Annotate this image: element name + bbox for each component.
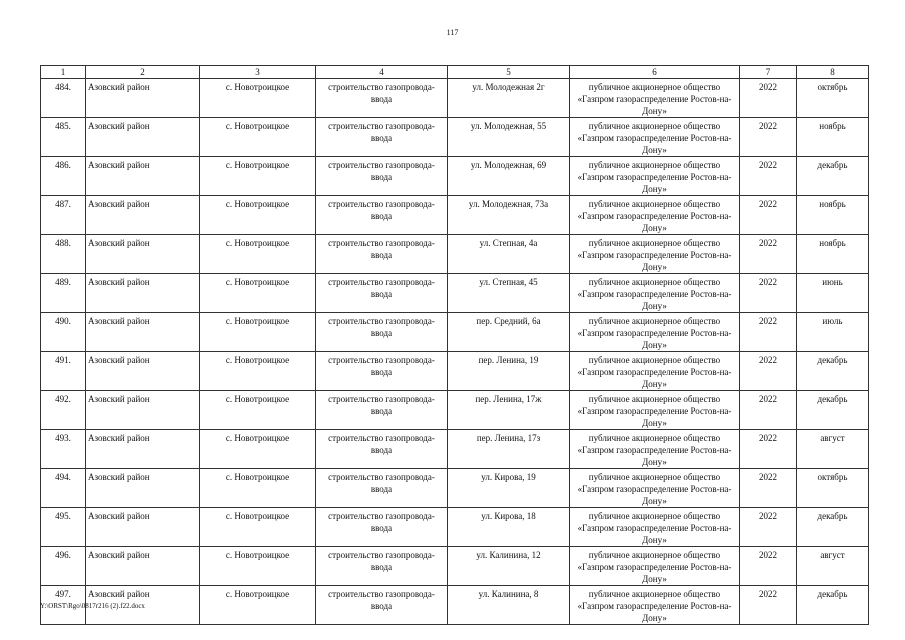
settlement-cell: с. Новотроицкое: [200, 391, 316, 430]
table-row: [41, 79, 869, 118]
settlement-cell: с. Новотроицкое: [200, 547, 316, 586]
year-cell: 2022: [740, 430, 797, 469]
year-cell: 2022: [740, 118, 797, 157]
page-number: 117: [446, 28, 459, 37]
work-type-cell: строительство газопровода-ввода: [316, 274, 448, 313]
row-number-cell: 485.: [41, 118, 86, 157]
table-row: [41, 313, 869, 352]
address-cell: ул. Кирова, 19: [448, 469, 570, 508]
work-type-cell: строительство газопровода-ввода: [316, 118, 448, 157]
year-cell: 2022: [740, 469, 797, 508]
month-cell: ноябрь: [797, 235, 869, 274]
month-cell: ноябрь: [797, 196, 869, 235]
work-type-cell: строительство газопровода-ввода: [316, 586, 448, 625]
district-cell: Азовский район: [86, 430, 200, 469]
settlement-cell: с. Новотроицкое: [200, 235, 316, 274]
work-type-cell: строительство газопровода-ввода: [316, 508, 448, 547]
month-cell: декабрь: [797, 586, 869, 625]
year-cell: 2022: [740, 508, 797, 547]
year-cell: 2022: [740, 352, 797, 391]
district-cell: Азовский район: [86, 274, 200, 313]
address-cell: ул. Калинина, 8: [448, 586, 570, 625]
address-cell: пер. Средний, 6а: [448, 313, 570, 352]
address-cell: ул. Степная, 4а: [448, 235, 570, 274]
work-type-cell: строительство газопровода-ввода: [316, 352, 448, 391]
column-header: 8: [797, 66, 869, 79]
district-cell: Азовский район: [86, 547, 200, 586]
organization-cell: публичное акционерное общество «Газпром газораспределение Ростов-на-Дону»: [570, 313, 740, 352]
work-type-cell: строительство газопровода-ввода: [316, 235, 448, 274]
column-header: 1: [41, 66, 86, 79]
organization-cell: публичное акционерное общество «Газпром газораспределение Ростов-на-Дону»: [570, 430, 740, 469]
address-cell: ул. Молодежная, 55: [448, 118, 570, 157]
organization-cell: публичное акционерное общество «Газпром газораспределение Ростов-на-Дону»: [570, 586, 740, 625]
row-number-cell: 486.: [41, 157, 86, 196]
settlement-cell: с. Новотроицкое: [200, 196, 316, 235]
year-cell: 2022: [740, 391, 797, 430]
address-cell: пер. Ленина, 17з: [448, 430, 570, 469]
organization-cell: публичное акционерное общество «Газпром газораспределение Ростов-на-Дону»: [570, 196, 740, 235]
work-type-cell: строительство газопровода-ввода: [316, 313, 448, 352]
work-type-cell: строительство газопровода-ввода: [316, 157, 448, 196]
row-number-cell: 490.: [41, 313, 86, 352]
work-type-cell: строительство газопровода-ввода: [316, 430, 448, 469]
table-row: [41, 118, 869, 157]
year-cell: 2022: [740, 196, 797, 235]
row-number-cell: 497.: [41, 586, 86, 625]
address-cell: пер. Ленина, 19: [448, 352, 570, 391]
row-number-cell: 488.: [41, 235, 86, 274]
organization-cell: публичное акционерное общество «Газпром газораспределение Ростов-на-Дону»: [570, 79, 740, 118]
district-cell: Азовский район: [86, 157, 200, 196]
table-row: [41, 352, 869, 391]
year-cell: 2022: [740, 313, 797, 352]
table-row: [41, 235, 869, 274]
year-cell: 2022: [740, 235, 797, 274]
work-type-cell: строительство газопровода-ввода: [316, 391, 448, 430]
district-cell: Азовский район: [86, 118, 200, 157]
address-cell: ул. Молодежная 2г: [448, 79, 570, 118]
row-number-cell: 495.: [41, 508, 86, 547]
year-cell: 2022: [740, 586, 797, 625]
work-type-cell: строительство газопровода-ввода: [316, 469, 448, 508]
column-header: 6: [570, 66, 740, 79]
month-cell: октябрь: [797, 79, 869, 118]
year-cell: 2022: [740, 79, 797, 118]
settlement-cell: с. Новотроицкое: [200, 586, 316, 625]
footer-file-path: Y:\ORST\Rgo\0817r216 (2).f22.docx: [40, 602, 145, 610]
address-cell: пер. Ленина, 17ж: [448, 391, 570, 430]
row-number-cell: 493.: [41, 430, 86, 469]
row-number-cell: 489.: [41, 274, 86, 313]
address-cell: ул. Кирова, 18: [448, 508, 570, 547]
organization-cell: публичное акционерное общество «Газпром газораспределение Ростов-на-Дону»: [570, 118, 740, 157]
row-number-cell: 491.: [41, 352, 86, 391]
settlement-cell: с. Новотроицкое: [200, 352, 316, 391]
district-cell: Азовский район: [86, 469, 200, 508]
address-cell: ул. Молодежная, 73а: [448, 196, 570, 235]
work-type-cell: строительство газопровода-ввода: [316, 547, 448, 586]
organization-cell: публичное акционерное общество «Газпром газораспределение Ростов-на-Дону»: [570, 157, 740, 196]
row-number-cell: 492.: [41, 391, 86, 430]
organization-cell: публичное акционерное общество «Газпром газораспределение Ростов-на-Дону»: [570, 235, 740, 274]
work-type-cell: строительство газопровода-ввода: [316, 79, 448, 118]
address-cell: ул. Степная, 45: [448, 274, 570, 313]
organization-cell: публичное акционерное общество «Газпром газораспределение Ростов-на-Дону»: [570, 274, 740, 313]
settlement-cell: с. Новотроицкое: [200, 157, 316, 196]
gas-connection-schedule-table: [40, 65, 869, 625]
table-row: [41, 430, 869, 469]
table-row: [41, 391, 869, 430]
column-number-row: [41, 66, 869, 79]
month-cell: июнь: [797, 274, 869, 313]
district-cell: Азовский район: [86, 79, 200, 118]
table-row: [41, 547, 869, 586]
row-number-cell: 487.: [41, 196, 86, 235]
district-cell: Азовский район: [86, 391, 200, 430]
table-row: [41, 586, 869, 625]
table-row: [41, 196, 869, 235]
column-header: 7: [740, 66, 797, 79]
month-cell: август: [797, 547, 869, 586]
column-header: 4: [316, 66, 448, 79]
row-number-cell: 494.: [41, 469, 86, 508]
settlement-cell: с. Новотроицкое: [200, 313, 316, 352]
settlement-cell: с. Новотроицкое: [200, 430, 316, 469]
district-cell: Азовский район: [86, 352, 200, 391]
district-cell: Азовский район: [86, 586, 200, 625]
month-cell: июль: [797, 313, 869, 352]
table-row: [41, 469, 869, 508]
column-header: 2: [86, 66, 200, 79]
column-header: 5: [448, 66, 570, 79]
year-cell: 2022: [740, 547, 797, 586]
year-cell: 2022: [740, 157, 797, 196]
district-cell: Азовский район: [86, 313, 200, 352]
district-cell: Азовский район: [86, 196, 200, 235]
address-cell: ул. Калинина, 12: [448, 547, 570, 586]
settlement-cell: с. Новотроицкое: [200, 508, 316, 547]
table-row: [41, 157, 869, 196]
district-cell: Азовский район: [86, 235, 200, 274]
settlement-cell: с. Новотроицкое: [200, 469, 316, 508]
organization-cell: публичное акционерное общество «Газпром газораспределение Ростов-на-Дону»: [570, 508, 740, 547]
column-header: 3: [200, 66, 316, 79]
address-cell: ул. Молодежная, 69: [448, 157, 570, 196]
settlement-cell: с. Новотроицкое: [200, 274, 316, 313]
row-number-cell: 484.: [41, 79, 86, 118]
table-row: [41, 508, 869, 547]
month-cell: декабрь: [797, 157, 869, 196]
month-cell: август: [797, 430, 869, 469]
year-cell: 2022: [740, 274, 797, 313]
organization-cell: публичное акционерное общество «Газпром газораспределение Ростов-на-Дону»: [570, 547, 740, 586]
work-type-cell: строительство газопровода-ввода: [316, 196, 448, 235]
organization-cell: публичное акционерное общество «Газпром газораспределение Ростов-на-Дону»: [570, 352, 740, 391]
district-cell: Азовский район: [86, 508, 200, 547]
month-cell: декабрь: [797, 508, 869, 547]
settlement-cell: с. Новотроицкое: [200, 118, 316, 157]
settlement-cell: с. Новотроицкое: [200, 79, 316, 118]
table-row: [41, 274, 869, 313]
month-cell: декабрь: [797, 352, 869, 391]
month-cell: ноябрь: [797, 118, 869, 157]
month-cell: декабрь: [797, 391, 869, 430]
table-body: [41, 79, 869, 625]
organization-cell: публичное акционерное общество «Газпром газораспределение Ростов-на-Дону»: [570, 469, 740, 508]
organization-cell: публичное акционерное общество «Газпром газораспределение Ростов-на-Дону»: [570, 391, 740, 430]
row-number-cell: 496.: [41, 547, 86, 586]
month-cell: октябрь: [797, 469, 869, 508]
